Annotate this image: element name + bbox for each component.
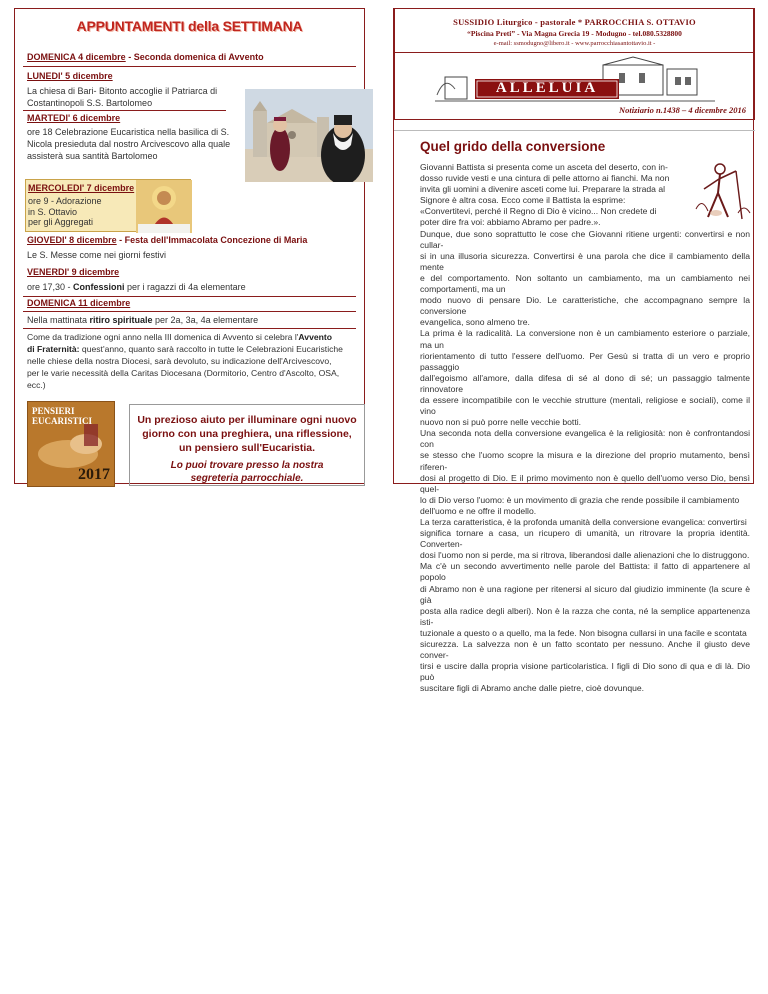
divider [23, 311, 356, 312]
header-line-2: “Piscina Preti” - Via Magna Grecia 19 - Modugno - tel.080.5328800 [467, 29, 682, 38]
promo-box: Un prezioso aiuto per illuminare ogni nuovo giorno con una preghiera, una riflessione, un pensiero sull'Eucaristia. Lo puoi trovare presso la nostra segreteria parrocchiale. [129, 404, 365, 486]
tuesday-6-heading: MARTEDI' 6 dicembre [27, 113, 121, 123]
divider [23, 296, 356, 297]
header-line-1: SUSSIDIO Liturgico - pastorale * PARROCCHIA S. OTTAVIO [453, 17, 696, 27]
divider [23, 66, 356, 67]
article [394, 130, 755, 694]
newsletter-panel [393, 8, 754, 694]
sunday-4-date: DOMENICA 4 dicembre [27, 52, 126, 62]
article-title: Quel grido della conversione [420, 139, 606, 154]
weekly-appointments-panel [14, 8, 365, 484]
issue-number: Notiziario n.1438 – 4 dicembre 2016 [618, 105, 746, 115]
sunday-4-heading [27, 52, 264, 62]
divider [23, 328, 356, 329]
divider [395, 52, 754, 53]
article-body: Giovanni Battista si presenta come un asceta del deserto, con in- dosso ruvide vesti e una cintura di pelle attorno ai fianchi. Ma non invita gli uomini a divenire asceti come lui. Preparare la strada al Signore è altra cosa. Ecco come il Battista la esprime: «Convertitevi, perché il Regno di Dio è vicino... Non credete di poter dire fra voi: abbiamo Abramo per padre.». Dunque, due sono soprattutto le cose che Giovanni ritiene urgenti: convertirsi e non cullar- si in una illusoria sicurezza. Convertirsi è una parola che dice il cambiamento della mente e del comportamento. Non soltanto un cambiamento, ma un cambiamento nei comportamenti, ma un modo nuovo di pensare Dio. Le caratteristiche, che accompagnano sempre la conversione evangelica, sono almeno tre. La prima è la radicalità. La conversione non è un cambiamento esteriore o parziale, ma un riorientamento di tutto l'essere dell'uomo. Per Gesù si tratta di un vero e proprio passaggio dall'egoismo all'amore, dalla difesa di sé al dono di sé; un passaggio talmente rinnovatore da essere incompatibile con le vecchie strutture (mentali, religiose e sociali), come il vino nuovo non si può porre nelle vecchie botti. Una seconda nota della conversione evangelica è la religiosità: non è confrontandosi con se stesso che l'uomo scopre la misura e la direzione del proprio mutamento, bensì riferen- dosi al progetto di Dio. E il primo movimento non è quello dell'uomo verso Dio, bensì quel- lo di Dio verso l'uomo: è un movimento di grazia che rende possibile il cambiamento dell'uomo e ne offre il modello. La terza caratteristica, è la profonda umanità della conversione evangelica: convertirsi significa tornare a casa, un ricupero di umanità, un ritrovare la propria identità. Converten- dosi l'uomo non si perde, ma si ritrova, liberandosi dalle alienazioni che lo distruggono. Ma c'è un secondo avvertimento nelle parole del Battista: il fatto di appartenere al popolo di Abramo non è una ragione per ritenersi al sicuro dal giudizio imminente (la scure è già posta alla radice degli alberi). Non è la razza che conta, né la semplice appartenenza isti- tuzionale a questo o a quello, ma la fede. Non bisogna cullarsi in una facile e scontata sicurezza. La salvezza non è un fatto scontato per nessuno. Anche il giusto deve conver- tirsi e uscire dalla propria visione particolaristica. I figli di Dio sono di qua e di là. Dio può suscitare figli di Abramo anche dalle pietre, cioè dovunque. [420, 162, 750, 694]
wednesday-7-heading: MERCOLEDI' 7 dicembre [28, 183, 135, 193]
friday-9-text: ore 17,30 - Confessioni per i ragazzi di 4a elementare [27, 282, 246, 292]
last-supper-box [25, 179, 191, 232]
basilica-photo [245, 89, 373, 182]
divider [23, 110, 226, 111]
friday-9-heading: VENERDI' 9 dicembre [27, 267, 120, 277]
sunday-4-desc: - Seconda domenica di Avvento [125, 52, 264, 62]
sunday-11-heading: DOMENICA 11 dicembre [27, 298, 131, 308]
advent-fraternity-text: Come da tradizione ogni anno nella III domenica di Avvento si celebra l'Avvento di Fraternità: quest'anno, quanto sarà raccolto in tutte le Celebrazioni Eucaristiche nelle chiese della nostra Diocesi, sarà devoluto, su indicazione dell'Arcivescovo, per le varie necessità della Caritas Diocesana (Dormitorio, Centro d'Ascolto, OSA, ecc.) [27, 332, 343, 390]
thursday-8-heading: GIOVEDI' 8 dicembre - Festa dell'Immacolata Concezione di Maria [27, 235, 308, 245]
masthead-title: ALLELUIA [495, 80, 599, 96]
thursday-8-text: Le S. Messe come nei giorni festivi [27, 250, 167, 260]
wednesday-7-text: ore 9 - Adorazione in S. Ottavio per gli Aggregati [28, 196, 102, 227]
basilica-bishops-photo [245, 89, 373, 182]
monday-5-text: La chiesa di Bari- Bitonto accoglie il Patriarca di Costantinopoli S.S. Bartolomeo [27, 86, 218, 108]
pensieri-eucaristici-booklet [27, 401, 115, 487]
sunday-11-retreat: Nella mattinata ritiro spirituale per 2a, 3a, 4a elementare [27, 315, 259, 325]
tuesday-6-text: ore 18 Celebrazione Eucaristica nella basilica di S. Nicola presieduta dal nostro Arcivescovo alla quale assisterà sua santità Bartolomeo [27, 127, 231, 161]
booklet-title: PENSIERI EUCARISTICI [32, 406, 93, 426]
booklet-year: 2017 [78, 466, 110, 483]
header-line-3: e-mail: ssmodugno@libero.it - www.parrocchiasantottavio.it - [493, 40, 656, 47]
appointments-title: APPUNTAMENTI della SETTIMANA [76, 18, 303, 34]
monday-5-heading: LUNEDI' 5 dicembre [27, 71, 113, 81]
newsletter-header [394, 8, 755, 120]
